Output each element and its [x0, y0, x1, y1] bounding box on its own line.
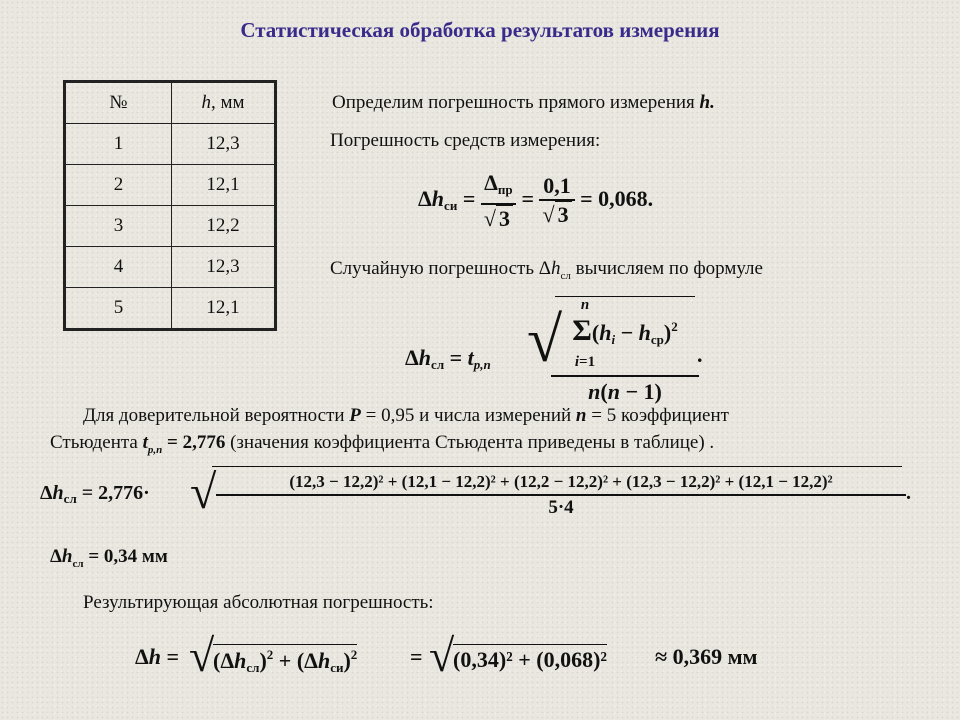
random-error-text: Случайную погрешность $\Delta h_{сл}$ вычисляем по формуле — [330, 258, 763, 282]
radical-sign: √ — [190, 466, 217, 519]
cell-h: 12,1 — [172, 288, 276, 330]
column-header-number: № — [65, 82, 172, 124]
column-header-h: h, мм — [172, 82, 276, 124]
cell-number: 2 — [65, 165, 172, 206]
table-row — [65, 206, 276, 247]
measurements-table — [63, 80, 277, 331]
table-row — [65, 288, 276, 330]
cell-number: 5 — [65, 288, 172, 330]
final-numeric: (0,34)² + (0,068)² — [453, 644, 607, 673]
cell-h: 12,2 — [172, 206, 276, 247]
fraction-delta-pr: $\frac{\Delta_{пр}}{√ 3}$ — [481, 170, 516, 232]
table-row — [65, 124, 276, 165]
table-header-row — [65, 82, 276, 124]
cell-number: 1 — [65, 124, 172, 165]
denominator: 5·4 — [216, 494, 906, 520]
cell-h: 12,3 — [172, 124, 276, 165]
cell-h: 12,1 — [172, 165, 276, 206]
final-result: ≈ 0,369 мм — [655, 644, 758, 669]
random-error-result: $\Delta h_{сл} = 0,34$ мм — [50, 546, 168, 570]
instrument-error-text: Погрешность средств измерения: — [330, 130, 601, 151]
student-text: Стьюдента $t_{p,n} = 2,776$ (значения коэффициента Стьюдента приведены в таблице) . — [50, 432, 715, 456]
direct-error-text: Определим погрешность прямого измерения h. — [332, 92, 715, 113]
fraction-numeric: $\frac{0,1}{√ 3}$ — [539, 173, 574, 228]
radical-sign: √ — [527, 304, 563, 375]
sum-of-squares: (12,3 − 12,2)² + (12,1 − 12,2)² + (12,2 − 12,2)² + (12,3 − 12,2)² + (12,1 − 12,2)² — [289, 472, 833, 491]
result-label: Результирующая абсолютная погрешность: — [83, 592, 434, 613]
instrument-error-formula: $\Delta h_{си}$ = $\frac{\Delta_{пр}}{√ 3}$ = $\frac{0,1}{√ 3}$ = 0,068. — [418, 169, 654, 231]
cell-number: 3 — [65, 206, 172, 247]
instrument-error-result: = 0,068. — [580, 186, 654, 211]
page-title: Статистическая обработка результатов измерения — [240, 18, 720, 42]
confidence-text: Для доверительной вероятности P = 0,95 и числа измерений n = 5 коэффициент — [83, 405, 729, 426]
table-row — [65, 165, 276, 206]
table-row — [65, 247, 276, 288]
cell-h: 12,3 — [172, 247, 276, 288]
cell-number: 4 — [65, 247, 172, 288]
